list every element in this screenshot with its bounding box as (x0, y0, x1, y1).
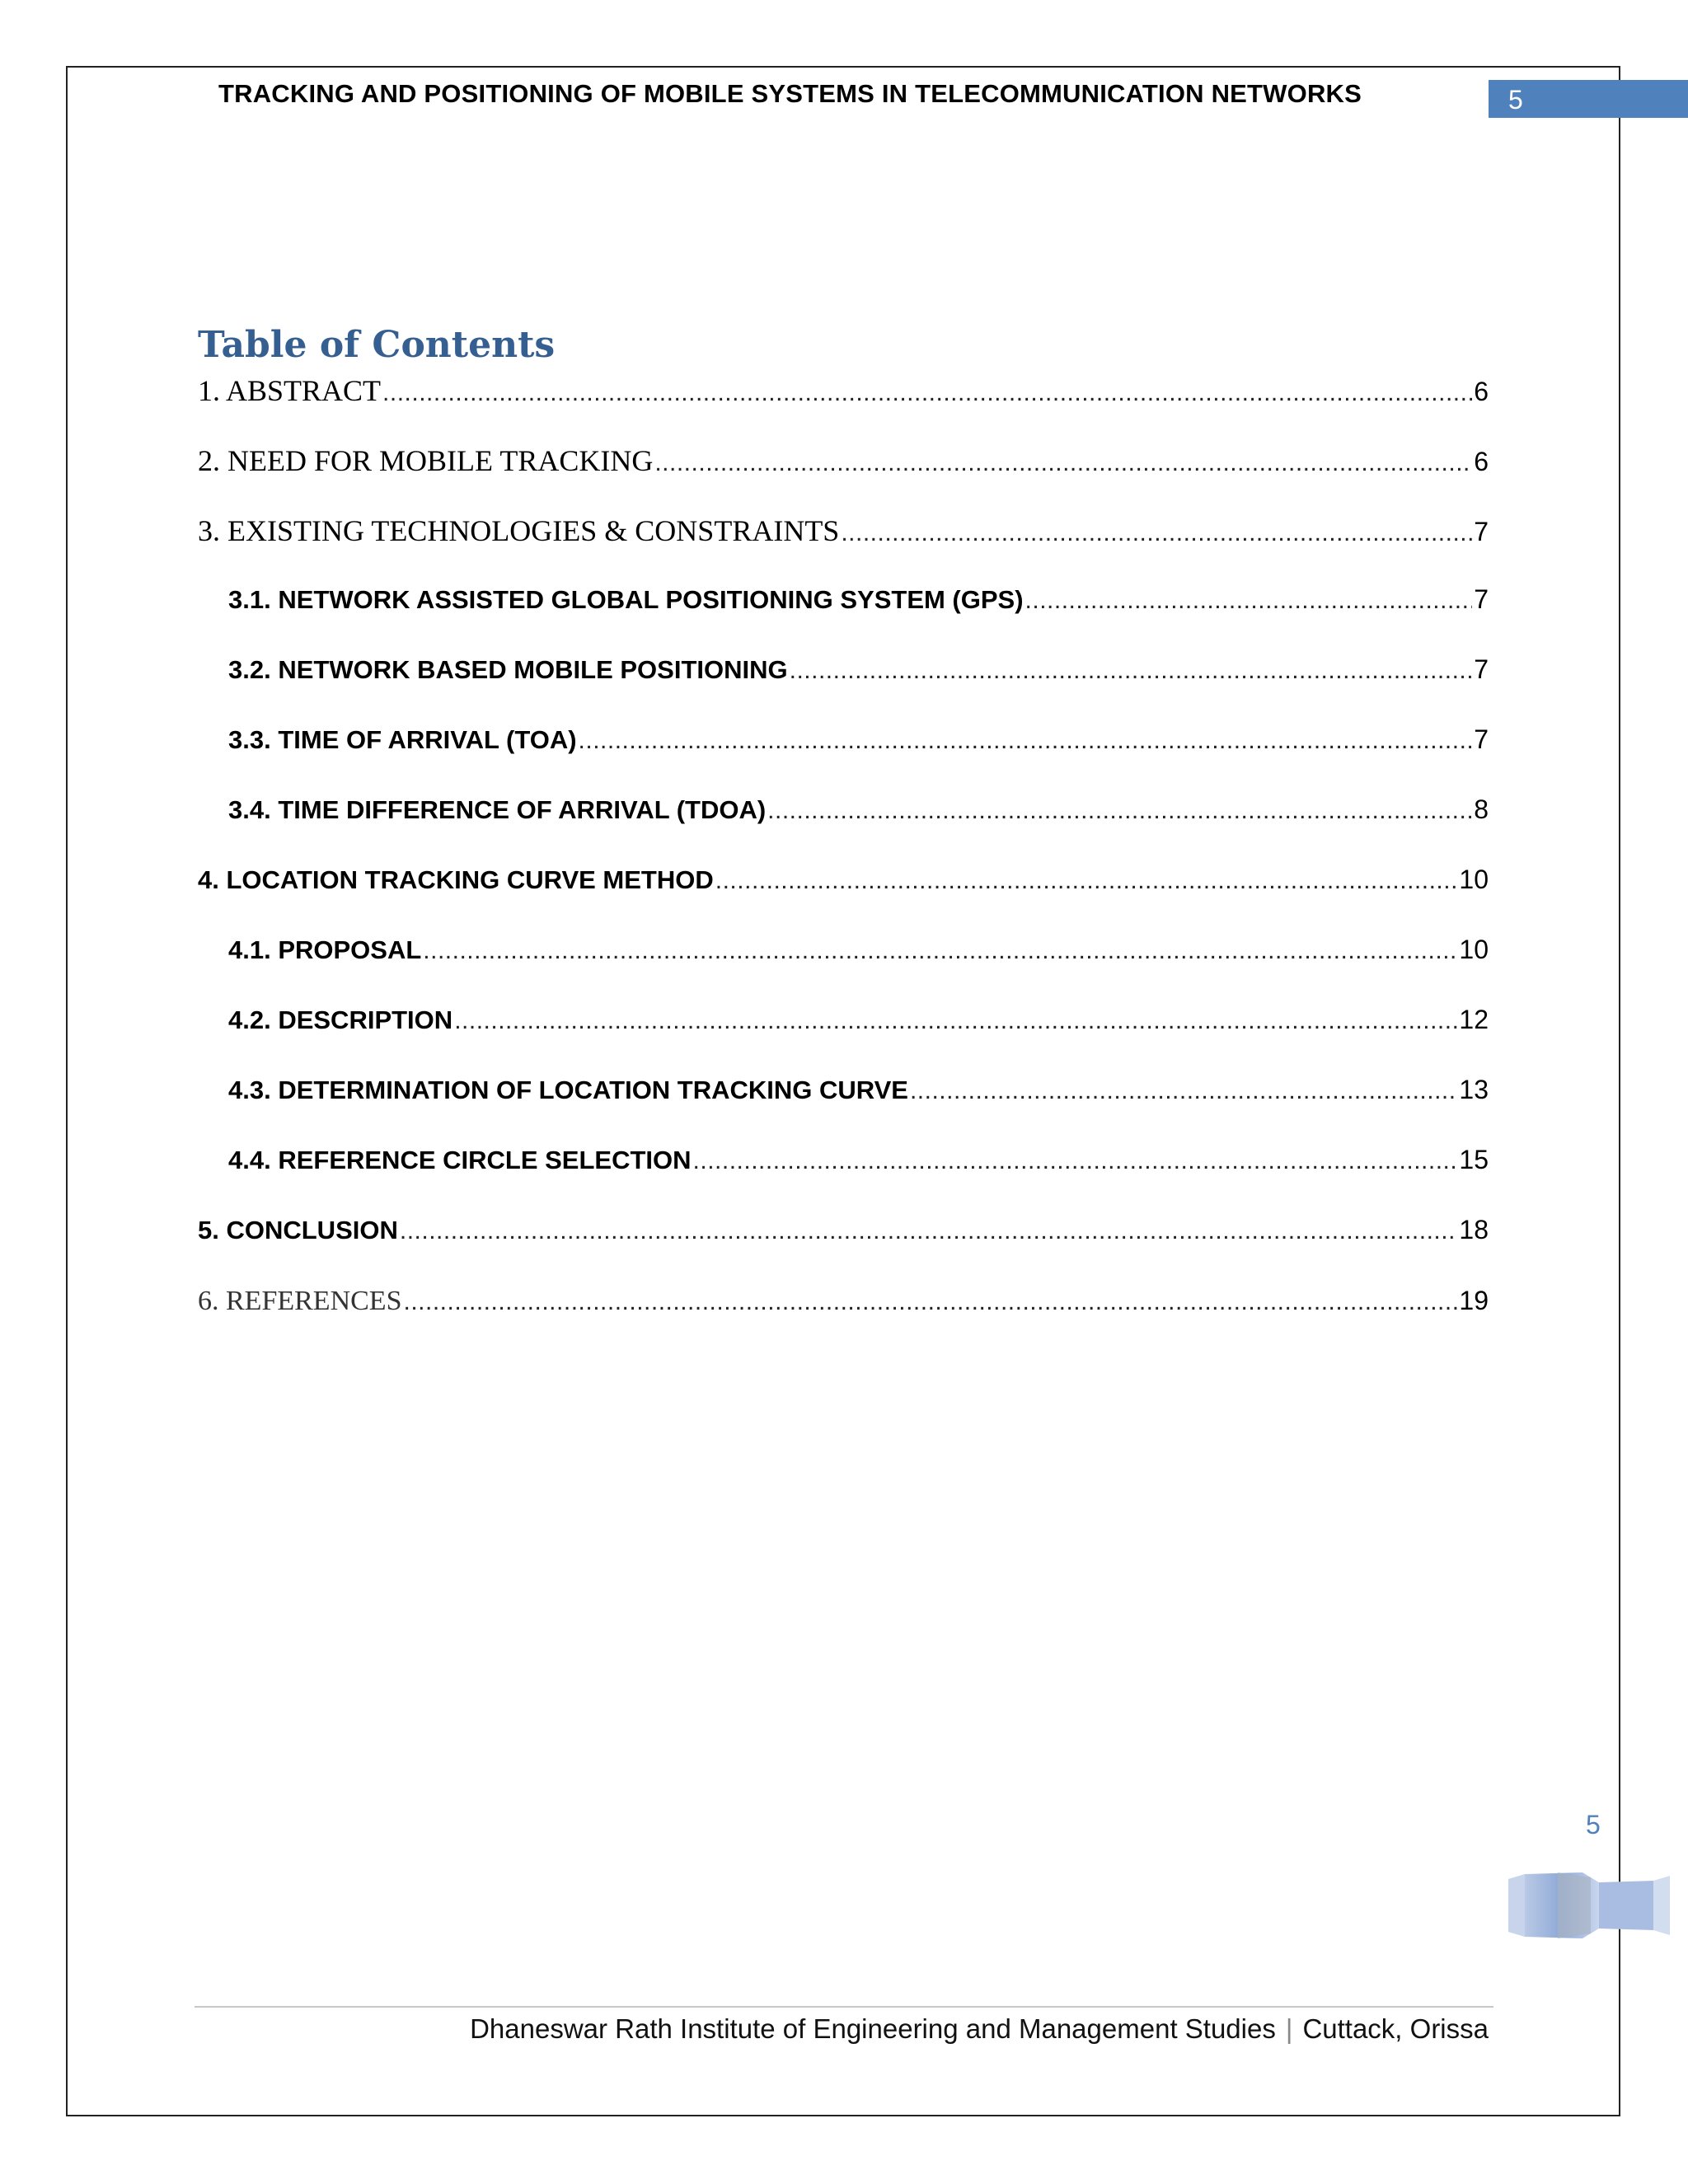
toc-entry-existing-technologies[interactable] (198, 513, 1489, 553)
toc-entry-page: 15 (1459, 1145, 1489, 1174)
toc-leader-dots (767, 797, 1472, 825)
toc-entry-label: 4.4. REFERENCE CIRCLE SELECTION (228, 1146, 692, 1174)
toc-entry-conclusion[interactable] (198, 1215, 1489, 1254)
toc-entry-page: 6 (1474, 377, 1489, 406)
toc-entry-page: 12 (1459, 1005, 1489, 1034)
toc-leader-dots (403, 1288, 1457, 1316)
toc-entry-label: 1. ABSTRACT (198, 374, 382, 407)
footer-location: Cuttack, Orissa (1302, 2013, 1489, 2044)
toc-leader-dots (454, 1007, 1457, 1035)
footer-separator: | (1285, 2013, 1293, 2044)
toc-entry-proposal[interactable] (228, 935, 1489, 974)
toc-entry-label: 3. EXISTING TECHNOLOGIES & CONSTRAINTS (198, 514, 840, 547)
toc-entry-network-based-positioning[interactable] (228, 654, 1489, 694)
toc-entry-label: 3.1. NETWORK ASSISTED GLOBAL POSITIONING SYSTEM (GPS) (228, 585, 1024, 614)
toc-entry-page: 7 (1474, 654, 1489, 684)
toc-entry-label: 5. CONCLUSION (198, 1216, 398, 1244)
toc-leader-dots (841, 519, 1472, 547)
toc-entry-label: 4.2. DESCRIPTION (228, 1005, 453, 1034)
toc-entry-label: 4.1. PROPOSAL (228, 935, 422, 964)
toc-leader-dots (400, 1217, 1458, 1245)
toc-entry-abstract[interactable] (198, 373, 1489, 413)
toc-entry-page: 10 (1459, 865, 1489, 894)
toc-entry-page: 7 (1474, 517, 1489, 546)
toc-entry-page: 8 (1474, 794, 1489, 824)
toc-entry-label: 3.2. NETWORK BASED MOBILE POSITIONING (228, 655, 788, 684)
toc-entry-determination-of-curve[interactable] (228, 1075, 1489, 1114)
toc-entry-page: 7 (1474, 724, 1489, 754)
toc-leader-dots (1025, 587, 1473, 615)
toc-leader-dots (423, 937, 1457, 965)
toc-entry-label: 3.4. TIME DIFFERENCE OF ARRIVAL (TDOA) (228, 795, 767, 824)
side-page-number: 5 (1586, 1810, 1601, 1840)
toc-leader-dots (790, 657, 1473, 685)
page-ribbon-decoration (1508, 1871, 1670, 1940)
toc-heading: Table of Contents (198, 324, 556, 366)
toc-entry-references[interactable] (198, 1286, 1489, 1325)
toc-entry-time-of-arrival[interactable] (228, 724, 1489, 764)
toc-entry-page: 19 (1459, 1286, 1489, 1315)
header-page-number: 5 (1508, 85, 1523, 115)
toc-entry-page: 18 (1459, 1215, 1489, 1244)
toc-entry-network-assisted-gps[interactable] (228, 584, 1489, 624)
toc-leader-dots (579, 727, 1473, 755)
toc-leader-dots (910, 1077, 1457, 1105)
toc-entry-page: 6 (1474, 447, 1489, 476)
toc-entry-location-tracking-curve-method[interactable] (198, 865, 1489, 904)
running-header-title: TRACKING AND POSITIONING OF MOBILE SYSTEMS IN TELECOMMUNICATION NETWORKS (218, 79, 1362, 108)
toc-entry-label: 4.3. DETERMINATION OF LOCATION TRACKING CURVE (228, 1076, 908, 1104)
toc-entry-page: 7 (1474, 584, 1489, 614)
footer-divider (195, 2006, 1493, 2008)
toc-entry-description[interactable] (228, 1005, 1489, 1044)
toc-entry-label: 3.3. TIME OF ARRIVAL (TOA) (228, 725, 577, 754)
toc-leader-dots (715, 867, 1458, 895)
toc-entry-page: 13 (1459, 1075, 1489, 1104)
toc-leader-dots (693, 1147, 1458, 1175)
toc-leader-dots (382, 379, 1472, 407)
toc-entry-label: 2. NEED FOR MOBILE TRACKING (198, 444, 654, 477)
toc-entry-need-for-mobile-tracking[interactable] (198, 443, 1489, 483)
toc-entry-reference-circle-selection[interactable] (228, 1145, 1489, 1184)
toc-entry-label: 6. REFERENCES (198, 1286, 402, 1316)
toc-entry-page: 10 (1459, 935, 1489, 964)
footer (470, 2013, 1489, 2045)
footer-institute: Dhaneswar Rath Institute of Engineering and Management Studies (470, 2013, 1276, 2044)
toc-entry-tdoa[interactable] (228, 794, 1489, 834)
toc-entry-label: 4. LOCATION TRACKING CURVE METHOD (198, 865, 714, 894)
toc-leader-dots (654, 449, 1472, 477)
header-page-number-tab (1489, 80, 1688, 118)
